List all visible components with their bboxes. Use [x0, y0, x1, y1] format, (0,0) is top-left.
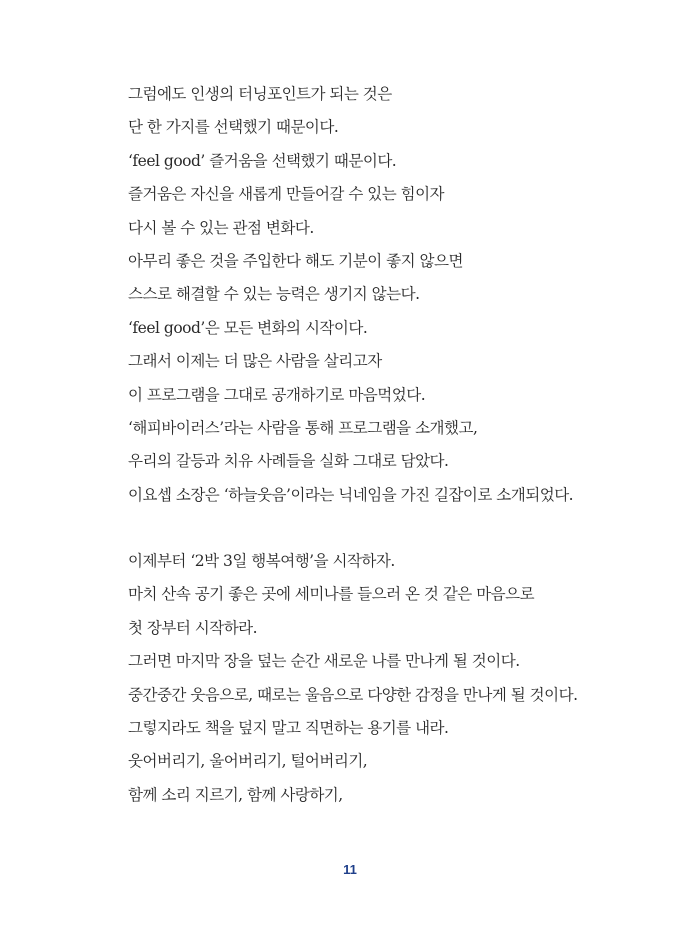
paragraph-2: [128, 545, 648, 812]
text-line: 그래서 이제는 더 많은 사람을 살리고자: [128, 352, 382, 371]
text-line: 그렇지라도 책을 덮지 말고 직면하는 용기를 내라.: [128, 718, 449, 737]
text-line: 마치 산속 공기 좋은 곳에 세미나를 들으러 온 것 같은 마음으로: [128, 585, 535, 604]
text-line: 이 프로그램을 그대로 공개하기로 마음먹었다.: [128, 385, 426, 404]
text-line: 이요셉 소장은 ‘하늘웃음’이라는 닉네임을 가진 길잡이로 소개되었다.: [128, 485, 574, 504]
paragraph-1: [128, 78, 648, 512]
text-line: 다시 볼 수 있는 관점 변화다.: [128, 218, 314, 237]
text-line: 즐거움은 자신을 새롭게 만들어갈 수 있는 힘이자: [128, 185, 445, 204]
text-line: 이제부터 ‘2박 3일 행복여행’을 시작하자.: [128, 552, 395, 570]
text-line: 단 한 가지를 선택했기 때문이다.: [128, 118, 339, 137]
text-line: 중간중간 웃음으로, 때로는 울음으로 다양한 감정을 만나게 될 것이다.: [128, 685, 578, 704]
text-line: 함께 소리 지르기, 함께 사랑하기,: [128, 785, 343, 804]
text-line: 첫 장부터 시작하라.: [128, 618, 258, 637]
text-line: 스스로 해결할 수 있는 능력은 생기지 않는다.: [128, 285, 420, 304]
text-line: 웃어버리기, 울어버리기, 털어버리기,: [128, 752, 368, 771]
text-line: 그럼에도 인생의 터닝포인트가 되는 것은: [128, 85, 392, 103]
text-line: ‘해피바이러스’라는 사람을 통해 프로그램을 소개했고,: [128, 418, 478, 437]
page-number: 11: [343, 862, 357, 877]
text-line: 우리의 갈등과 치유 사례들을 실화 그대로 담았다.: [128, 452, 449, 471]
text-line: ‘feel good’은 모든 변화의 시작이다.: [128, 318, 368, 337]
text-line: 아무리 좋은 것을 주입한다 해도 기분이 좋지 않으면: [128, 251, 463, 270]
text-line: 그러면 마지막 장을 덮는 순간 새로운 나를 만나게 될 것이다.: [128, 652, 520, 671]
text-line: ‘feel good’ 즐거움을 선택했기 때문이다.: [128, 151, 397, 170]
